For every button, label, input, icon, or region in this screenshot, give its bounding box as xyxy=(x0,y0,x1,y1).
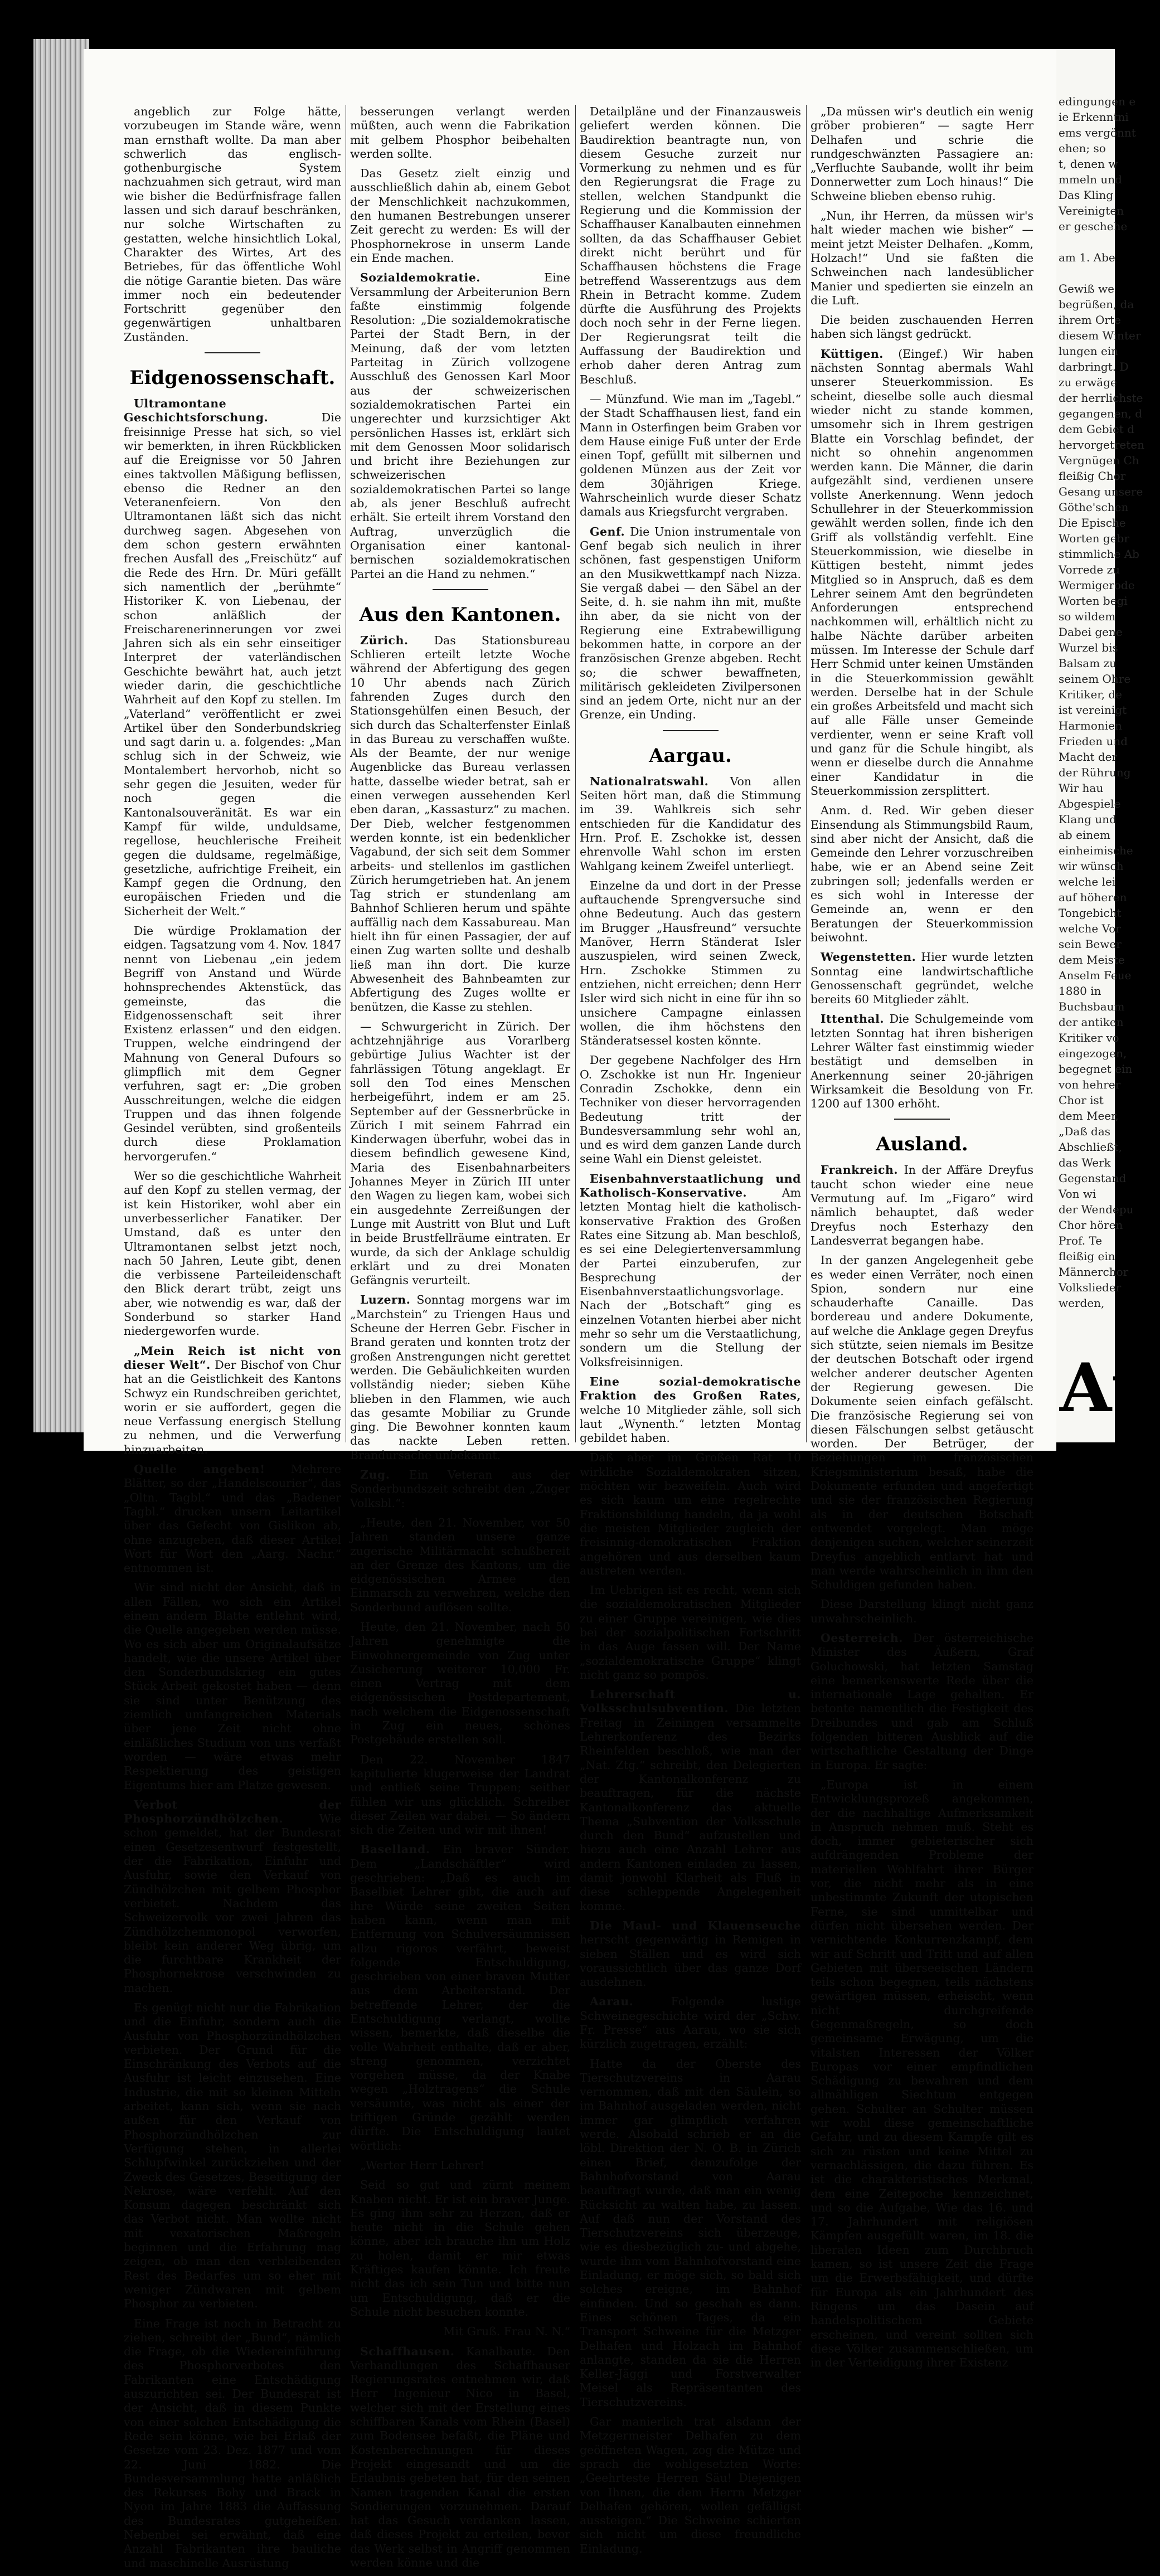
edge-text-line: Göthe'schen xyxy=(1059,500,1129,514)
article-paragraph: Wer so die geschichtliche Wahrheit auf den Kopf zu stellen vermag, der ist kein Historiker, wohl aber ein unverbesserlicher Fanatiker. Der Umstand, daß es unter den Ultramontanen selbst jetzt noch, nach 50 Jahren, Leute gibt, denen die verbissene Parteileidenschaft den Blick derart trübt, zeigt uns aber, wie notwendig es war, daß der Sonderbund so starker Hand niedergeworfen wurde. xyxy=(124,1169,341,1338)
edge-text-line: der herrlichste xyxy=(1059,391,1143,405)
edge-text-line xyxy=(1056,1311,1115,1326)
article-text: Folgende lustige Schweinegeschichte wird der „Schw. Fr. Presse“ aus Aarau, wo sie sich kürzlich zugetragen, erzählt: xyxy=(580,1995,801,2051)
edge-text-line: dem Meer, xyxy=(1059,1109,1119,1122)
article-keyword: Oesterreich. xyxy=(821,1631,903,1645)
article-paragraph xyxy=(350,271,570,581)
section-headline: Ausland. xyxy=(876,1133,968,1156)
edge-text-line: mmeln und xyxy=(1059,173,1122,186)
article-paragraph: „Nun, ihr Herren, da müssen wir's halt wieder machen wie bisher“ — meint jetzt Meister Delhafen. „Komm, Holzach!“ Und sie faßten die Schweinchen nach landesüblicher Manier und spedierten sie einzeln an die Luft. xyxy=(810,209,1033,307)
article-paragraph: Hatte da der Oberste des Tierschutzvereins in Aarau vernommen, daß mit den Säulein, so im Bahnhof ausgeladen werden, nicht immer gar glimpflich verfahren werde. Alsobald schrieb er an die löbl. Direktion der N. O. B. in Zürich einen Brief, demzufolge der Bahnhofvorstand von Aarau beauftragt wurde, daß man ein wenig Rücksicht zu walten habe, zu lassen. Auf daß nun der Vorstand des Tierschutzvereins sich überzeuge, wie es diesbezüglich zu- und abgehe, wurde ihm vom Bahnhofvorstand eine Einladung, er möge sich, so bald sich solches ereigne, im Bahnhof einfinden. Und so geschah es dann. Eines schönen Tages, da ein Transport Schweine für die Metzger Delhafen und Holzach im Bahnhof anlangte, standen da sie die Herren Keller-Jäggi und Forstverwalter Meisel als Repräsentanten des Tierschutzvereins. xyxy=(580,2057,801,2409)
article-paragraph: Diese Darstellung klingt nicht ganz unwahrscheinlich. xyxy=(810,1597,1033,1625)
column-1 xyxy=(124,105,341,2576)
edge-text-line: Gesang unsere xyxy=(1059,485,1143,498)
article-keyword: Schaffhausen. xyxy=(360,2344,455,2358)
article-paragraph xyxy=(124,1344,341,1457)
book-spine xyxy=(33,39,89,1432)
column-4 xyxy=(810,105,1033,2375)
article-paragraph xyxy=(810,1631,1033,1772)
article-text: Die Union instrumentale von Genf begab sich neulich in ihrer schönen, fast gespenstigen Uniform an den Musikwettkampf nach Nizza. Sie vergaß dabei — den Säbel an der Seite, d. h. sie nahm ihn mit, mußte ihn aber, da sie nicht von der Regierung eine Extrabewilligung bekommen hatte, in corpore an der französischen Grenze abgeben. Recht so; die schwer bewaffneten, militärisch gekleideten Zivilpersonen sind an jedem Orte, nicht nur an der Grenze, ein Unding. xyxy=(580,524,801,722)
article-paragraph xyxy=(810,1163,1033,1248)
edge-text-line: ihrem Orte xyxy=(1059,313,1121,327)
article-paragraph: „Europa ist in einem Entwicklungsprozeß angekommen, der die nachhaltige Aufmerksamkeit in Anspruch nehmen muß. Steht es doch, immer gebieterischer sich aufdrängenden Probleme der materiellen Wohlfahrt ihrer Bürger vor, die nicht mehr als in eine unbestimmte Zukunft der utopischen Ferne, sie sind unmittelbar und dürfen nicht übersehen werden. Der vernichtende Konkurrenzkampf, dem wir auf Schritt und Tritt und auf allen Gebieten mit überseeischen Ländern teils schon begegnen, teils nächstens gewärtigen müssen, erheischt, wenn nicht durchgreifende Gegenmaßregeln, so doch gemeinsame Erwägung, um die vitalsten Interessen der Völker Europas vor einer empfindlichen Schädigung zu bewahren und dem allmähligen Siechtum entgegen gehen. Schulter an Schulter müssen wir wohl diese gemeinschaftliche Gefahr, und zu diesem Kampfe gilt es sich zu rüsten und keine Mittel zu vernachlässigen, die dazu führen. Es ist die charakteristisches Merkmal, dem eine Zeitepoche kennzeichnet, und so die Aufgabe, Wie das 16. und 17. Jahrhundert mit religiösen Kämpfen ausgefüllt waren, im 18. die liberalen Ideen zum Durchbruch kamen, so ist unsere Zeit die Frage um die Erwerbsfähigkeit, und dürfte für Europa als ein Jahrhundert des Ringens um das Dasein auf handelspolitischem Gebiete erscheinen, und vereint sollten sich diese Völker zusammenschließen, um in der Verteidigung ihrer Existenz xyxy=(810,1777,1033,2370)
article-keyword: Ittenthal. xyxy=(821,1012,885,1026)
column-rule xyxy=(806,105,807,1442)
article-paragraph xyxy=(580,1172,801,1369)
article-keyword: Zürich. xyxy=(360,633,409,647)
edge-text-line: welche lei xyxy=(1059,875,1116,888)
edge-text-line: Kritiker, de xyxy=(1059,688,1123,701)
article-paragraph: Das Gesetz zielt einzig und ausschließlich dahin ab, einem Gebot der Menschlichkeit nachzukommen, den humanen Bestrebungen unserer Zeit gerecht zu werden: Es will der Phosphornekrose in unserm Lande ein Ende machen. xyxy=(350,167,570,265)
article-paragraph: Im Uebrigen ist es recht, wenn sich die sozialdemokratischen Mitglieder zu einer Gruppe vereinigen, wie dies bei der sozialpolitischen Fortschritt in das Auge fassen will. Der Name „sozialdemokratische Gruppe“ klingt nicht ganz so pompös. xyxy=(580,1583,801,1681)
article-keyword: Quelle angeben! xyxy=(134,1462,265,1476)
article-paragraph: Eine Frage ist noch in Betracht zu ziehen, schreibt der „Bund“, nämlich die Frage, ob die Wiedereinführung des Phosphorverbotes den Fabrikanten eine Entschädigung auszurichten sei. Der Bundesrat ist der Ansicht, daß in diesem Punkte von einer solchen Entschädigung die Rede sein könne, wie bei Erlaß der Gesetze vom 23. Dez. 1877 und vom 22. Juni 1882. Die Bundesversammlung hatte anläßlich des Rekurses Bohy und Brack in Nyon im Jahre 1883 die Auffassung des Bundesrates gutgeheißen. Nebenbei sei erwähnt, daß eine Anzahl Fabrikanten ihre bauliche und maschinelle Ausrüstung xyxy=(124,2316,341,2570)
section-divider xyxy=(205,352,260,353)
article-text: Von allen Seiten hört man, daß die Stimmung im 39. Wahlkreis sich sehr entschieden für die Kandidatur des Hrn. Prof. E. Zschokke ist, dessen ehrenvolle Wahl schon im ersten Wahlgang keinem Zweifel unterliegt. xyxy=(580,774,801,873)
article-keyword: Küttigen. xyxy=(821,347,884,361)
edge-text-line: ie Erkenntni xyxy=(1059,110,1129,124)
article-paragraph: „Da müssen wir's deutlich ein wenig gröber probieren“ — sagte Herr Delhafen und schrie die rundgeschwänzten Passagiere an: „Verfluchte Saubande, wollt ihr beim Donnerwetter zum Loch hinaus!“ Die Schweine blieben ebenso ruhig. xyxy=(810,105,1033,203)
article-keyword: Sozialdemokratie. xyxy=(360,271,480,285)
article-paragraph xyxy=(810,950,1033,1007)
edge-text-line: eingezogen, xyxy=(1059,1047,1127,1060)
article-paragraph xyxy=(124,1462,341,1575)
article-paragraph xyxy=(124,1798,341,1995)
edge-text-line: der Wendepu xyxy=(1059,1203,1134,1216)
section-divider xyxy=(663,730,719,731)
section-divider xyxy=(433,589,488,590)
edge-text-line: lungen ein xyxy=(1059,344,1119,358)
article-text: Die Schulgemeinde vom letzten Sonntag hat ihren bisherigen Lehrer Wälter fast einstimmig wieder bestätigt und demselben in Anerkennung seiner 20-jährigen Wirksamkeit die Besoldung von Fr. 1200 auf 1300 erhöht. xyxy=(810,1012,1033,1111)
edge-text-line xyxy=(1056,265,1115,281)
edge-text-line: werden, xyxy=(1059,1296,1105,1310)
edge-text-line: Au xyxy=(1060,1349,1160,1427)
article-paragraph xyxy=(810,1012,1033,1111)
article-text: Eine Versammlung der Arbeiterunion Bern faßte einstimmig folgende Resolution: „Die sozialdemokratische Partei der Stadt Bern, in der Meinung, daß der vom letzten Parteitag in Zürich vollzogene Ausschluß des Genossen Karl Moor aus der schweizerischen sozialdemokratischen Partei ein ungerechter und kurzsichtiger Akt persönlichen Hasses ist, erklärt sich mit dem Genossen Moor solidarisch und bricht ihre Beziehungen zur schweizerischen sozialdemokratischen Partei so lange ab, als jener Beschluß aufrecht erhält. Sie erteilt ihrem Vorstand den Auftrag, unverzüglich die Organisation einer kantonal-bernischen sozialdemokratischen Partei an die Hand zu nehmen.“ xyxy=(350,271,570,581)
edge-text-line: Volkslieder xyxy=(1059,1281,1122,1294)
article-paragraph: Einzelne da und dort in der Presse auftauchende Sprengversuche sind ohne Bedeutung. Auch das gestern im Brugger „Hausfreund“ versuchte Manöver, Herrn Ständerat Isler auszuspielen, wird seinen Zweck, Hrn. Zschokke Stimmen zu entziehen, nicht erreichen; denn Herr Isler wird sich nicht in eine für ihn so unsichere Campagne einlassen wollen, die ihm höchstens den Ständeratsessel kosten könnte. xyxy=(580,878,801,1048)
edge-text-line: ems vergönnt xyxy=(1059,126,1136,139)
article-keyword: Die Maul- und Klauenseuche xyxy=(590,1918,801,1932)
article-text: Ein Veteran aus der Sonderbundszeit schreibt den „Zuger Volksbl.“: xyxy=(350,1468,570,1510)
edge-text-line: er geschehe xyxy=(1059,220,1128,233)
edge-text-line xyxy=(1056,1326,1115,1342)
article-text: herrscht gegenwärtig in Remigen in sieben Ställen und es wird sich voraussichtlich über das ganze Dorf ausdehnen. xyxy=(580,1933,801,1989)
edge-text-line: am 1. Abe xyxy=(1059,251,1115,264)
edge-text-line: von hehrer xyxy=(1059,1078,1121,1091)
article-paragraph: Wir sind nicht der Ansicht, daß in allen Fällen, wo sich ein Artikel einem andern Blatte entlehnt wird, die Quelle angegeben werden müsse. Wo es sich aber um Originalaufsätze handelt, wie die unsere Artikel über den Sonderbundskrieg ein gutes Stück Arbeit gekostet haben — denn sie sind unter Benützung des ziemlich umfangreichen Materials über jene Zeit nicht ohne einläßliches Studium von uns verfaßt worden — wäre etwas mehr Respektierung des geistigen Eigentums hier am Platze gewesen. xyxy=(124,1581,341,1792)
article-paragraph xyxy=(580,1375,801,1445)
edge-text-line: gegangenen, d xyxy=(1059,407,1142,420)
article-paragraph xyxy=(580,1919,801,1989)
edge-text-line: Abgespiele xyxy=(1059,797,1121,810)
edge-text-line: Männerchor xyxy=(1059,1265,1129,1279)
section-headline: Eidgenossenschaft. xyxy=(129,367,336,390)
edge-text-line: der antiken xyxy=(1059,1015,1124,1029)
article-paragraph xyxy=(124,397,341,918)
article-keyword: Frankreich. xyxy=(821,1163,899,1177)
article-text: Am letzten Montag hielt die katholisch-konservative Fraktion des Großen Rates eine Sitzung ab. Man beschloß, es sei eine Delegiertenversammlung der Partei einzuberufen, zur Besprechung der Eisenbahnverstaatlichungsvorlage. Nach der „Botschaft“ ging es einzelnen Votanten hierbei aber nicht mehr so sehr um die Verstaatlichung, sondern um die Stellung der Volksfreisinnigen. xyxy=(580,1186,801,1369)
edge-text-line: Wermigerode xyxy=(1059,579,1135,592)
article-keyword: Verbot der Phosphorzündhölzchen. xyxy=(124,1797,341,1826)
article-paragraph: Gar manierlich trat alsdann der Metzgermeister Delhafen zu dem geöffneten Wagen, zog die Mütze und sprach die wohlgesetzten Worte: „Geehrteste Herren Säu! Diejenigen von Ihnen, die dem Herrn Metzger Delhafen gehören, wollen gefälligst aussteigen.“ Die Schweine schierten sich nicht um diese freundliche Einladung. xyxy=(580,2415,801,2555)
article-paragraph: Heute, den 21. November, nach 50 Jahren genehmigte die Einwohnergemeinde von Zug unter Zusicherung weiterer 10,000 Fr. einen Vertrag mit dem eidgenössischen Postdepartement, nach welchem die Eidgenossenschaft in Zug ein neues, schönes Postgebäude erstellen soll. xyxy=(350,1620,570,1747)
letter-salutation: „Werter Herr Lehrer! xyxy=(360,2158,484,2172)
edge-text-line: hervorgetreten xyxy=(1059,438,1145,451)
article-text: (Eingef.) Wir haben nächsten Sonntag abermals Wahl unserer Steuerkommission. Es scheint, dieselbe solle auch diesmal wieder nicht zu stande kommen, umsomehr sich in Ihrem gestrigen Blatte ein Vorschlag befindet, der nicht so ohnehin angenommen werden kann. Die Männer, die darin aufgezählt sind, verdienen unsere vollste Anerkennung. Wenn jedoch Schullehrer in der Steuerkommission gewählt werden sollen, finde ich den Griff als vollständig verfehlt. Eine Steuerkommission, wie dieselbe in Küttigen besteht, nimmt jedes Mitglied so in Anspruch, daß es dem Lehrer seinem Amt den begründeten Anforderungen entsprechend nachkommen will, erhältlich nicht zu halbe Nächte darüber arbeiten müssen. Im Interesse der Schule darf Herr Schmid unter keinen Umständen in die Steuerkommission gewählt werden. Derselbe hat in der Schule ein großes Arbeitsfeld und macht sich auf alle Fälle unser Gemeinde verdienter, wenn er seine Kraft voll und ganz für die Schule hingibt, als wenn er dieselbe durch die Annahme einer Kandidatur in die Steuerkommission zersplittert. xyxy=(810,347,1033,798)
edge-text-line: Von wi xyxy=(1059,1187,1096,1200)
article-paragraph: Den 22. November 1847 kapitulierte klugerweise der Landrat und entließ seine Truppen; seither fühlen wir uns glücklich. Schreiber dieser Zeilen war dabei. — So ändern sich die Zeiten und wir mit ihnen! xyxy=(350,1752,570,1837)
edge-text-line: ab einem xyxy=(1059,828,1110,842)
editor-note: Anm. d. Red. Wir geben dieser Einsendung als Stimmungsbild Raum, sind aber nicht der Ansicht, daß die Gemeinde den Lehrer vorzuschreiben habe, wie er an Abend seine Zeit zubringen soll; jedenfalls werden er es sich wohl in Interesse der Gemeinde an, wenn er den Beratungen der Steuerkommission beiwohnt. xyxy=(810,804,1033,944)
edge-text-line: Abschließt, xyxy=(1059,1140,1122,1154)
edge-text-line: Klang und xyxy=(1059,813,1117,826)
article-keyword: Nationalratswahl. xyxy=(590,774,709,788)
edge-text-line: Frieden und xyxy=(1059,735,1128,748)
article-paragraph xyxy=(810,347,1033,799)
article-paragraph: Die beiden zuschauenden Herren haben sich längst gedrückt. xyxy=(810,313,1033,341)
article-keyword: Baselland. xyxy=(360,1843,430,1856)
letter-body: Seid so gut und zürnt meinem Knaben nicht. Er ist ein braver Junge. Es ging ihm sehr zu Herzen, daß er heute nicht in die Schule gehen könne, aber ich brauche ihn um Holz zu holen, damit er mir etwas Kräftiges kaufen könnte. Ich freute nicht das ich sein Tun und bitte nun um Entschuldigung, daß er die Schule nicht besuchen konnte. xyxy=(350,2178,570,2319)
edge-text-line: Wir hau xyxy=(1059,781,1104,795)
article-text: welche 10 Mitglieder zähle, soll sich laut „Wynenth.“ letzten Montag gebildet haben. xyxy=(580,1403,801,1445)
article-keyword: Ultramontane Geschichtsforschung. xyxy=(124,397,269,425)
article-paragraph: Die würdige Proklamation der eidgen. Tagsatzung vom 4. Nov. 1847 nennt von Liebenau „ein jedem Begriff von Anstand und Würde hohnsprechendes Aktenstück, das gemeinste, das die Eidgenossenschaft seit ihrer Existenz erlassen“ und den eidgen. Truppen, welche eindringend der Mahnung von General Dufours so glimpflich mit dem Gegner verfuhren, sagt er: „Die groben Ausschreitungen, welche die eidgen Truppen und das ihnen folgende Gesindel verübten, sind großenteils durch diese Proklamation hervorgerufen.“ xyxy=(124,924,341,1163)
article-paragraph xyxy=(350,634,570,1014)
article-paragraph: angeblich zur Folge hätte, vorzubeugen im Stande wäre, wenn man ernsthaft wollte. Da man aber schwerlich das englisch-gothenburgische System nachzuahmen sich getraut, wird man wie bisher die Bedürfnisfrage fallen lassen und sich darauf beschränken, nur solche Wirtschaften zu gestatten, welche hinsichtlich Lokal, Charakter des Wirtes, Art des Betriebes, für das öffentliche Wohl die nötige Garantie bieten. Das wäre immer noch ein bedeutender Fortschritt gegenüber den gegenwärtigen unhaltbaren Zuständen. xyxy=(124,105,341,344)
article-text: Die letzten Freitag in Zeiningen versammelte Lehrerkonferenz des Bezirks Rheinfelden beschloß, wie man der „Nat. Ztg.“ schreibt, den Delegierten der Kantonalkonferenz zu beauftragen, für die nächste Kantonalkonferenz das aktuelle Thema „Subvention der Volksschule durch den Bund“ aufzustellen und hiezu auch eine Anzahl Lehrer aus andern Kantonen einladen zu lassen, damit jonwohl Klarheit als Fluß in diese schleppende Angelegenheit komme. xyxy=(580,1702,801,1913)
article-paragraph xyxy=(580,525,801,722)
article-text: Sonntag morgens war im „Marchstein“ zu Triengen Haus und Scheune der Herren Gebr. Fischer in Brand geraten und konnten trotz der großen Anstrengungen nicht gerettet werden. Die Gebäulichkeiten wurden vollständig nieder; sieben Kühe blieben in den Flammen, wie auch das gesamte Mobiliar zu Grunde ging. Die Bewohner konnten kaum das nackte Leben retten. Brandursache unbekannt. xyxy=(350,1293,570,1462)
edge-text-line: das Werk xyxy=(1059,1156,1111,1169)
article-paragraph xyxy=(350,1293,570,1462)
section-headline: Aus den Kantonen. xyxy=(359,603,561,626)
edge-text-line: so wildem xyxy=(1059,610,1116,623)
article-paragraph xyxy=(580,775,801,873)
edge-text-line: begrüßen, da xyxy=(1059,298,1134,311)
article-keyword: Lehrerschaft u. Volksschulsubvention. xyxy=(580,1688,801,1715)
edge-text-line: fleißig ein xyxy=(1059,1250,1115,1263)
article-paragraph: Detailpläne und der Finanzausweis geliefert werden können. Die Baudirektion beantragte nun, von diesem Gesuche zurzeit nur Vormerkung zu nehmen und es für den Regierungsrat die Frage zu stellen, welchen Standpunkt die Regierung und die Kommission der Schaffhauser Kanalbauten einnehmen sollten, da das Schaffhauser Gebiet direkt nicht berührt und für Schaffhausen höchstens die Frage betreffend Wasserentzugs aus dem Rhein in Betracht komme. Zudem dürfte die Ausführung des Projekts doch noch sehr in der Ferne liegen. Der Regierungsrat teilt die Auffassung der Baudirektion und erhob daher deren Antrag zum Beschluß. xyxy=(580,105,801,386)
article-text: Der Bischof von Chur hat an die Geistlichkeit des Kantons Schwyz ein Rundschreiben gerichtet, worin er sie auffordert, gegen die neue Verfassung energisch Stellung zu nehmen, und die Verwerfung hinzuarbeiten. xyxy=(124,1358,341,1456)
article-keyword: Eisenbahnverstaatlichung und Katholisch-Konservative. xyxy=(580,1172,801,1200)
article-text: In der Affäre Dreyfus taucht schon wieder eine neue Vermutung auf. Im „Figaro“ wird nämlich behauptet, daß weder Dreyfus noch Esterhazy den Landesverrat begangen habe. xyxy=(810,1163,1033,1247)
edge-text-line xyxy=(1056,234,1115,250)
column-3 xyxy=(580,105,801,2562)
next-page-text-fragments xyxy=(1056,49,1160,1427)
article-text: Das Stationsbureau Schlieren erteilt letzte Woche während der Abfertigung des gegen 10 Uhr abends nach Zürich fahrenden Zuges durch den Stationsgehülfen einen Besuch, der sich durch das Schalterfenster Einlaß in das Bureau zu verschaffen wußte. Als der Beamte, der nur wenige Augenblicke das Bureau verlassen hatte, dasselbe wieder betrat, sah er einen verwegen aussehenden Kerl eben daran, „Kassasturz“ zu machen. Der Dieb, welcher festgenommen werden konnte, ist ein bedenklicher Vagabund, der sich seit dem Sommer arbeits- und stellenlos im gastlichen Zürich herumgetrieben hat. An jenem Tag strich er stundenlang am Bahnhof Schlieren herum und spähte auffällig nach dem Kassabureau. Man hielt ihn für einen Passagier, der auf einen Zug warten sollte und deshalb ließ man ihn dort. Die kurze Abwesenheit des Bahnbeamten zur Abfertigung des Zuges wollte er benützen, die Kasse zu stehlen. xyxy=(350,633,570,1014)
edge-text-line: Worten begi xyxy=(1059,594,1128,607)
edge-text-line: dem Gebiet d xyxy=(1059,422,1135,436)
article-paragraph: „Heute, den 21. November, vor 50 Jahren standen unsere ganze zugerische Militärmacht schußbereit an der Grenze des Kantons, um die eidgenössischen Armee den Einmarsch zu verwehren, welche den Sonderbund auflösen sollte. xyxy=(350,1515,570,1614)
newspaper-page xyxy=(84,49,1056,2570)
article-paragraph xyxy=(580,1995,801,2051)
article-paragraph: besserungen verlangt werden müßten, auch wenn die Fabrikation mit gelbem Phosphor beibehalten werden sollte. xyxy=(350,105,570,161)
edge-text-line: Macht der xyxy=(1059,750,1118,764)
article-keyword: „Mein Reich ist nicht von dieser Welt“. xyxy=(124,1344,341,1372)
edge-text-line: edingungen e xyxy=(1059,95,1136,108)
edge-text-line: Wurzel bis xyxy=(1059,641,1118,654)
edge-text-line: Vereinigten xyxy=(1059,204,1124,217)
article-keyword: Eine sozial-demokratische Fraktion des Großen Rates, xyxy=(580,1374,801,1403)
edge-text-line: ist vereinigt xyxy=(1059,703,1127,717)
edge-text-line: Chor hören xyxy=(1059,1218,1123,1232)
article-keyword: Zug. xyxy=(360,1468,390,1482)
edge-text-line: Vorrede zu xyxy=(1059,563,1120,576)
article-text: Die freisinnige Presse hat sich, so viel wir bemerkten, in ihren Rückblicken auf die Ereignisse vor 50 Jahren eines taktvollen Mäßigung beflissen, ebenso die Redner an den Veteranenfeiern. Von den Ultramontanen läßt sich das nicht durchweg sagen. Abgesehen von dem schon gestern erwähnten frechen Ausfall des „Freischütz“ auf die Rede des Hrn. Dr. Müri gefällt sich namentlich der „berühmte“ Historiker K. von Liebenau, der schon anläßlich der Freischarenerinnerungen vor zwei Jahren sich als ein sehr einseitiger Interpret der vaterländischen Geschichte bewährt hat, auch jetzt wieder darin, die geschichtliche Wahrheit auf den Kopf zu stellen. Im „Vaterland“ veröffentlicht er zwei Artikel über den Sonderbundskrieg und sagt darin u. a. folgendes: „Man schlug sich in der Schweiz, wie Montalembert hervorhob, nicht so sehr gegen die Jesuiten, weder für noch gegen die Kantonalsouveränität. Es war ein Kampf für wilde, unduldsame, regellose, heuchlerische Freiheit gegen die duldsame, regelmäßige, gesetzliche, aufrichtige Freiheit, ein Kampf gegen die Ordnung, den europäischen Frieden und die Sicherheit der Welt.“ xyxy=(124,411,341,918)
edge-text-line: Dabei gene xyxy=(1059,625,1123,639)
edge-text-line: seinem Ohre xyxy=(1059,672,1131,686)
article-paragraph: Daß aber im Großen Rat 10 wirkliche Sozialdemokraten sitzen, möchten wir bezweifeln. Auch wird es sich kaum um eine regelrechte Fraktionsbildung handeln, da ja wohl die meisten Mitglieder zugleich der freisinnig-demokratischen Fraktion angehören und aus derselben kaum austreten werden. xyxy=(580,1451,801,1577)
letter-signature: Mit Gruß. Frau N. N.“ xyxy=(443,2325,570,2339)
edge-text-line: Worten gebr xyxy=(1059,532,1129,545)
article-paragraph: Es genügt nicht nur die Fabrikation und die Einfuhr, sondern auch die Ausfuhr von Phosphorzündhölzchen verbieten. Der Grund für die Einschränkung des Verbots auf die Ausfuhr ist leicht einzusehen. Eine Industrie, die mit so kleinen Mitteln arbeitet, kann sich, wenn sie nach außen für den Verkauf von Phosphorzündhölzchen zur Verfügung stehen, in allerlei Schlupfwinkel zurückziehen und der Zweck des Gesetzes, Beseitigung der Nekrose, wäre verfehlt. Auf den Konsum dagegen beschränkt sich das Verbot nicht. Man wollte nicht mit vexatorischen Maßregeln beginnen und die Erfahrung mag zeigen, ob man den verbleibenden Rest des Bedarfes um so eher mit weniger Zündwaren mit gelbem Phosphor zu verbieten. xyxy=(124,2001,341,2311)
edge-text-line: t, denen w xyxy=(1059,157,1118,171)
article-text: Kanalbaute. Den Verhandlungen des Schaffhauser Regierungsrates entnehmen wir, daß Herr Ingenieur Nico in Basel, welcher sich mit der Erstellung eines schiffbaren Kanals vom Rhein (Basel) zum Bodensee befaßt, die Pläne und Kostenberechnungen für dieses Projekt eingesandt und um die Erlaubnis gebeten hat, für den seinen Namen tragenden Kanal die ersten Sondierungen vorzunehmen. Darauf hat das Gesuch verdanken lassen, daß dieses Projekt zu erteilen, bevor das Werk selbst in Angriff genommen werden könne und die xyxy=(350,2344,570,2569)
edge-text-line: Vergnügen Ch xyxy=(1059,454,1139,467)
edge-text-line: sein Bewer xyxy=(1059,937,1122,951)
article-paragraph: Der gegebene Nachfolger des Hrn O. Zschokke ist nun Hr. Ingenieur Conradin Zschokke, denn ein Techniker von dieser hervorragenden Bedeutung tritt der Bundesversammlung sehr wohl an, und es wird dem ganzen Lande durch seine Wahl ein Dienst geleistet. xyxy=(580,1053,801,1166)
edge-text-line: Gegenstand xyxy=(1059,1172,1127,1185)
edge-text-line: 1880 in xyxy=(1059,984,1101,998)
edge-text-line: Harmonien xyxy=(1059,719,1122,732)
edge-text-line: begegnet ein xyxy=(1059,1062,1133,1076)
edge-text-line: stimmliche Ab xyxy=(1059,547,1139,561)
article-paragraph xyxy=(580,1688,801,1913)
edge-text-line: Kritiker vo xyxy=(1059,1031,1119,1044)
edge-text-line: Anselm Feue xyxy=(1059,969,1132,982)
edge-text-line: „Daß das xyxy=(1059,1125,1111,1138)
article-text: Wie schon gemeldet, hat der Bundesrat einen Gesetzesentwurf festgestellt, der die Fabrikation, Einfuhr und Ausfuhr, sowie den Verkauf von Zündhölzchen mit gelbem Phosphor verbietet. Nachdem das Schweizervolk vor zwei Jahren das Zündhölzchenmonopol verworfen, bleibt kein anderer Weg übrig, um die furchtbare Krankheit der Phosphornekrose verschwinden zu machen. xyxy=(124,1812,341,1995)
article-keyword: Luzern. xyxy=(360,1293,411,1307)
section-headline: Aargau. xyxy=(649,744,732,767)
article-keyword: Aarau. xyxy=(590,1995,634,2009)
edge-text-line: dem Meiste xyxy=(1059,953,1125,966)
edge-text-line: Das Kling xyxy=(1059,188,1113,202)
edge-text-line: Die Epische xyxy=(1059,516,1126,529)
article-text: Mehrere Blätter, so der „Handelscourier“, das „Oltn. Tagbl.“ und das „Badener Tagbl.“ drucken unsern Leitartikel über das Gefecht von Gislikon ab, ohne anzugeben, daß dieser Artikel Wort für Wort den „Aarg. Nachr.“ entnommen ist. xyxy=(124,1462,341,1575)
edge-text-line: der Rührung xyxy=(1059,766,1131,779)
edge-text-line: zu erwäge xyxy=(1059,376,1117,389)
edge-text-line: Chor ist xyxy=(1059,1093,1104,1107)
article-keyword: Wegenstetten. xyxy=(821,950,916,964)
edge-text-line: Prof. Te xyxy=(1059,1234,1103,1247)
edge-text-line: darbringt. D xyxy=(1059,360,1129,373)
edge-text-line: welche Vor xyxy=(1059,922,1121,935)
edge-text-line: Buchsbaum xyxy=(1059,1000,1125,1013)
edge-text-line: auf höheren xyxy=(1059,891,1127,904)
article-paragraph: In der ganzen Angelegenheit gebe es weder einen Verräter, noch einen Spion, sondern nur eine schauderhafte Canaille. Das bordereau und andere Dokumente, auf welche die Anklage gegen Dreyfus sich stützte, seien niemals im Besitze der deutschen Botschaft oder irgend welcher anderer deutscher Agenten der Regierung gewesen. Die Dokumente seien einfach gefälscht. Die französische Regierung sei von diesen Fälschungen selbst getäuscht worden. Der Betrüger, der Beziehungen im französischen Kriegsministerium besaß, habe die Dokumente erfunden und angefertigt und sie der französischen Regierung als in der deutschen Botschaft entwendet vorgelegt. Man möge denjenigen suchen, welcher seinerzeit Dreyfus angeblich entlarvt hat und man werde wahrscheinlich in ihm den Schuldigen gefunden haben. xyxy=(810,1253,1033,1592)
article-paragraph: — Münzfund. Wie man im „Tagebl.“ der Stadt Schaffhausen liest, fand ein Mann in Osterfingen beim Graben vor dem Hause einige Fuß unter der Erde einen Topf, gefüllt mit silbernen und goldenen Münzen aus der Zeit vor dem 30jährigen Kriege. Wahrscheinlich wurde dieser Schatz damals aus Kriegsfurcht vergraben. xyxy=(580,392,801,519)
article-keyword: Genf. xyxy=(590,524,625,538)
article-paragraph xyxy=(350,1468,570,1510)
edge-text-line: Gewiß we xyxy=(1059,282,1114,295)
article-text: Der österreichische Minister des Äußern, Graf Goluchowski, hat letzten Samstag eine bemerkenswerte Rede über die internationale Lage gehalten. Er betonte namentlich die Festigkeit des Dreibundes und gab am Schluß folgenden bitteren Ausblick auf die wirtschaftliche Gestaltung der Dinge in Europa. Er sagte: xyxy=(810,1631,1033,1772)
article-text: Ein braver Sünder. Dem „Landschäftler“ wird geschrieben: „Daß es auch im Baselbiet Lehrer gibt, die auch auf ihre Würde seine zweiten Seiten haben kann, wenn man mit Entfernung von Schulversäumnissen allzu rigoros verfährt, beweist folgende Entschuldigung, geschrieben von einer braven Mutter aus dem Arbeiterstand. Der betreffende Lehrer, der die Entschuldigung verlangt, wollte wissen, bemerkte, daß dieselbe die volle Wahrheit enthalte, daß er aber, streng genommen, verzichtet vorgehen müsse, da der Knabe wegen „Holztragens“ die Schule versäumte, was nicht als einer der triftigen Gründe gezählt werden dürfte. Die Entschuldigung lautet wörtlich: xyxy=(350,1843,570,2152)
edge-text-line: fleißig Chor xyxy=(1059,469,1126,483)
edge-text-line: wir wünsch xyxy=(1059,859,1124,873)
column-rule xyxy=(575,105,576,1442)
edge-text-line: diesem Winter xyxy=(1059,329,1141,342)
article-text: Hier wurde letzten Sonntag eine landwirtschaftliche Genossenschaft gegründet, welche bereits 60 Mitglieder zählt. xyxy=(810,950,1033,1007)
column-2 xyxy=(350,105,570,2575)
section-divider xyxy=(894,1119,950,1120)
article-paragraph: — Schwurgericht in Zürich. Der achtzehnjährige aus Vorarlberg gebürtige Julius Wachter ist der fahrlässigen Tötung angeklagt. Er soll den Tod eines Menschen herbeigeführt, indem er am 25. September auf der Gessnerbrücke in Zürich I mit seinem Fahrrad ein Kinderwagen überfuhr, wobei das in diesem befindlich gewesene Kind, Maria des Eisenbahnarbeiters Johannes Meyer in Zürich III unter den Wagen zu liegen kam, wobei sich ein ausgedehnte Zerreißungen der Lunge mit Austritt von Blut und Luft in beide Brustfellräume eintraten. Er wurde, da sich der Anklage schuldig erklärt und zu drei Monaten Gefängnis verurteilt. xyxy=(350,1019,570,1287)
edge-text-line: Tongebicht xyxy=(1059,906,1122,920)
edge-text-line: einheimische xyxy=(1059,844,1133,857)
edge-text-line: Balsam zu xyxy=(1059,657,1117,670)
article-paragraph xyxy=(350,1843,570,2153)
next-page-edge xyxy=(1056,49,1160,1442)
edge-text-line: ehen; so xyxy=(1059,142,1106,155)
article-paragraph xyxy=(350,2345,570,2570)
